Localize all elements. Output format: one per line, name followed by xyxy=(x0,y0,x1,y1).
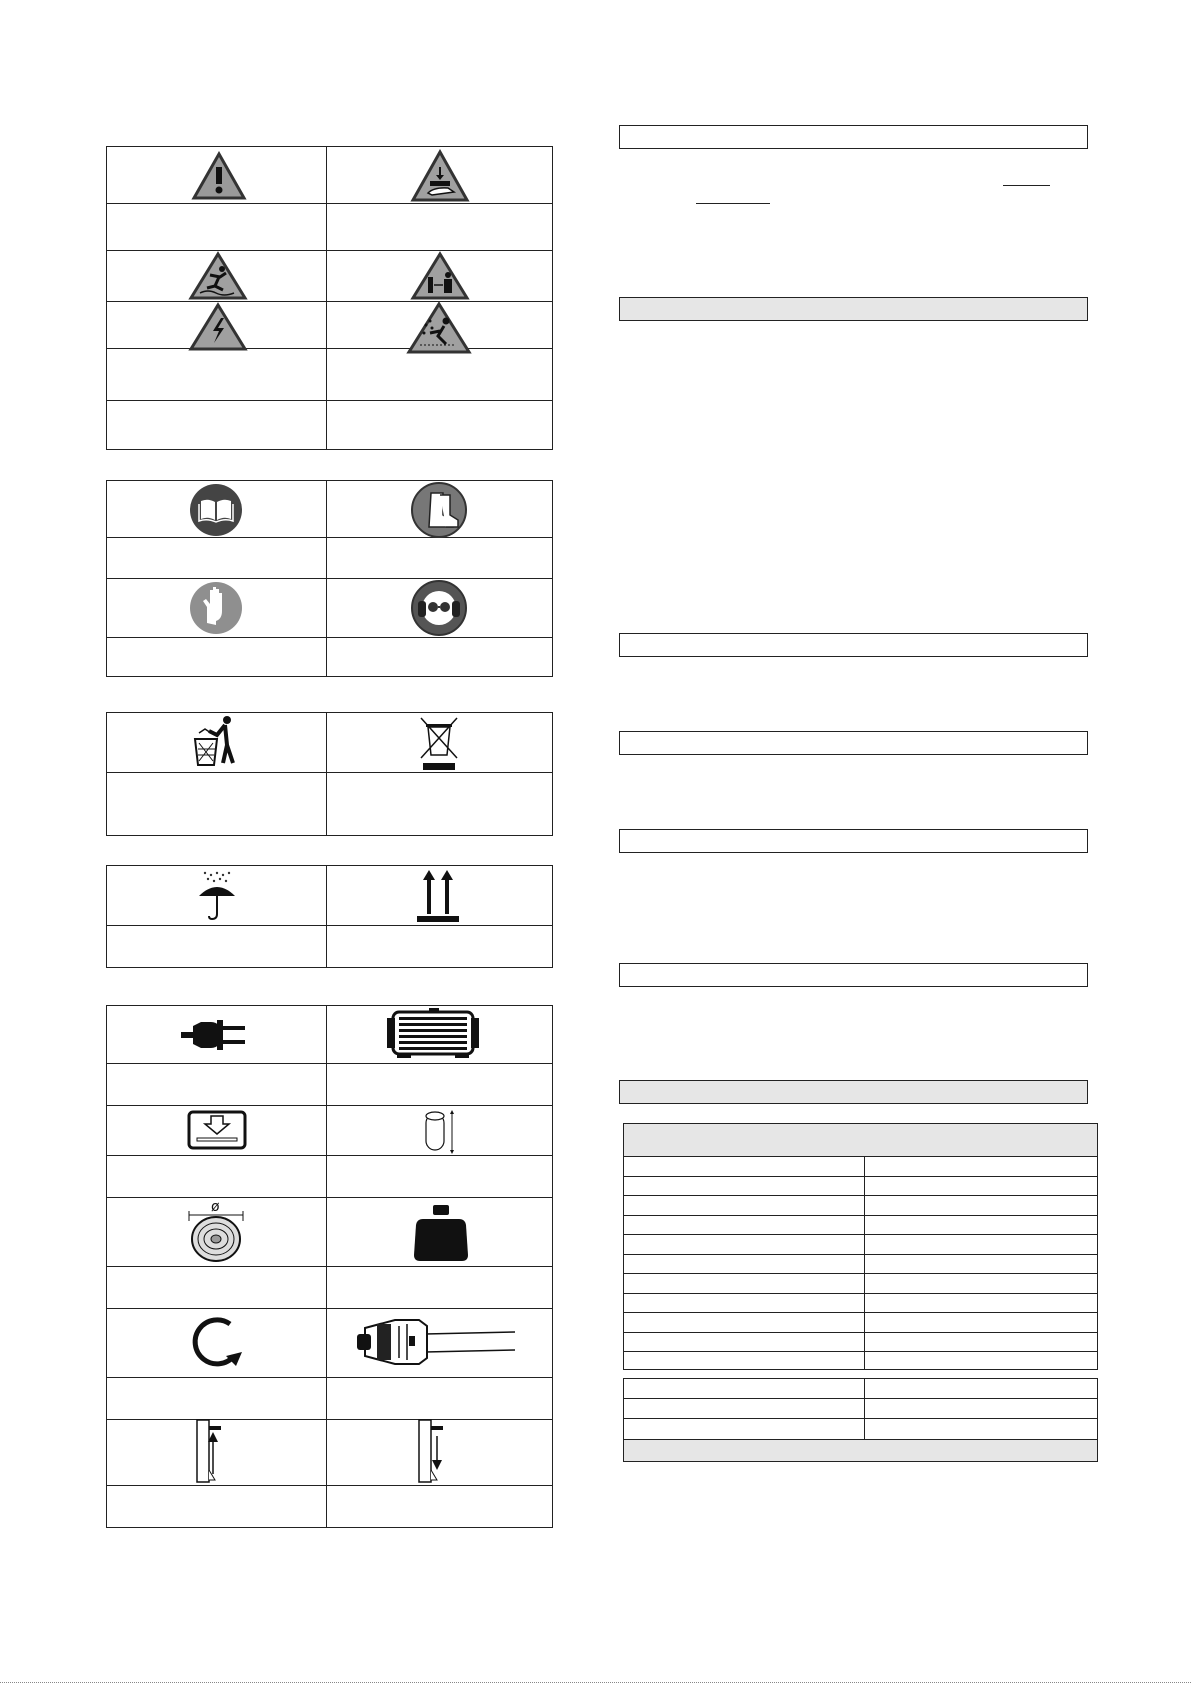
power-plug-icon xyxy=(179,1010,257,1060)
table-row xyxy=(624,1440,1097,1461)
underlined-text xyxy=(696,203,770,204)
table-row xyxy=(624,1196,1097,1216)
table-row xyxy=(624,1255,1097,1275)
caption-cell xyxy=(107,204,326,250)
specifications-icon-table xyxy=(106,1005,553,1528)
electric-hazard-icon xyxy=(188,302,248,352)
table-row xyxy=(624,1177,1097,1197)
ram-up-icon xyxy=(195,1418,239,1486)
table-row xyxy=(624,1379,1097,1399)
table-row xyxy=(624,1333,1097,1353)
safety-gloves-icon xyxy=(189,581,243,635)
table-row xyxy=(624,1294,1097,1314)
weee-crossed-bin-icon xyxy=(418,715,460,771)
warning-icon xyxy=(191,151,247,201)
read-manual-icon xyxy=(189,483,243,537)
section-header xyxy=(619,125,1088,149)
motor-icon xyxy=(387,1008,479,1062)
packaging-table xyxy=(106,865,553,968)
rotation-icon xyxy=(184,1312,250,1374)
keep-dry-icon xyxy=(195,870,239,924)
section-header xyxy=(619,731,1088,755)
keep-distance-icon xyxy=(410,251,470,301)
safety-boots-icon xyxy=(410,481,468,539)
table-row xyxy=(624,1157,1097,1177)
this-way-up-icon xyxy=(415,868,461,924)
page-bottom-edge xyxy=(0,1682,1191,1683)
ram-down-icon xyxy=(417,1418,461,1486)
weight-icon xyxy=(413,1203,469,1263)
safety-warning-table xyxy=(106,146,553,450)
section-header xyxy=(619,963,1088,987)
svg-text:ø: ø xyxy=(211,1199,220,1215)
log-length-icon xyxy=(422,1108,460,1154)
goggles-ear-protection-icon xyxy=(410,579,468,637)
table-row xyxy=(624,1419,1097,1440)
technical-data-table-extra xyxy=(623,1378,1098,1462)
table-row xyxy=(624,1313,1097,1333)
section-header-shaded xyxy=(619,1080,1088,1104)
disposal-table xyxy=(106,712,553,836)
table-row xyxy=(624,1216,1097,1236)
table-row xyxy=(624,1352,1097,1369)
crush-hazard-icon xyxy=(410,149,470,203)
flying-debris-icon xyxy=(406,301,472,355)
table-row xyxy=(624,1235,1097,1255)
ppe-table xyxy=(106,480,553,677)
log-diameter-icon xyxy=(183,1199,249,1263)
cable-plug-icon xyxy=(355,1312,519,1372)
litter-bin-icon xyxy=(189,715,245,771)
section-header xyxy=(619,633,1088,657)
table-row xyxy=(624,1399,1097,1419)
underlined-text xyxy=(1003,185,1050,186)
table-header-row xyxy=(624,1124,1097,1157)
section-header-shaded xyxy=(619,297,1088,321)
caption-cell xyxy=(327,204,552,250)
trip-hazard-icon xyxy=(188,251,248,301)
splitting-force-icon xyxy=(187,1110,247,1150)
technical-data-table xyxy=(623,1123,1098,1370)
section-header xyxy=(619,829,1088,853)
table-row xyxy=(624,1274,1097,1294)
